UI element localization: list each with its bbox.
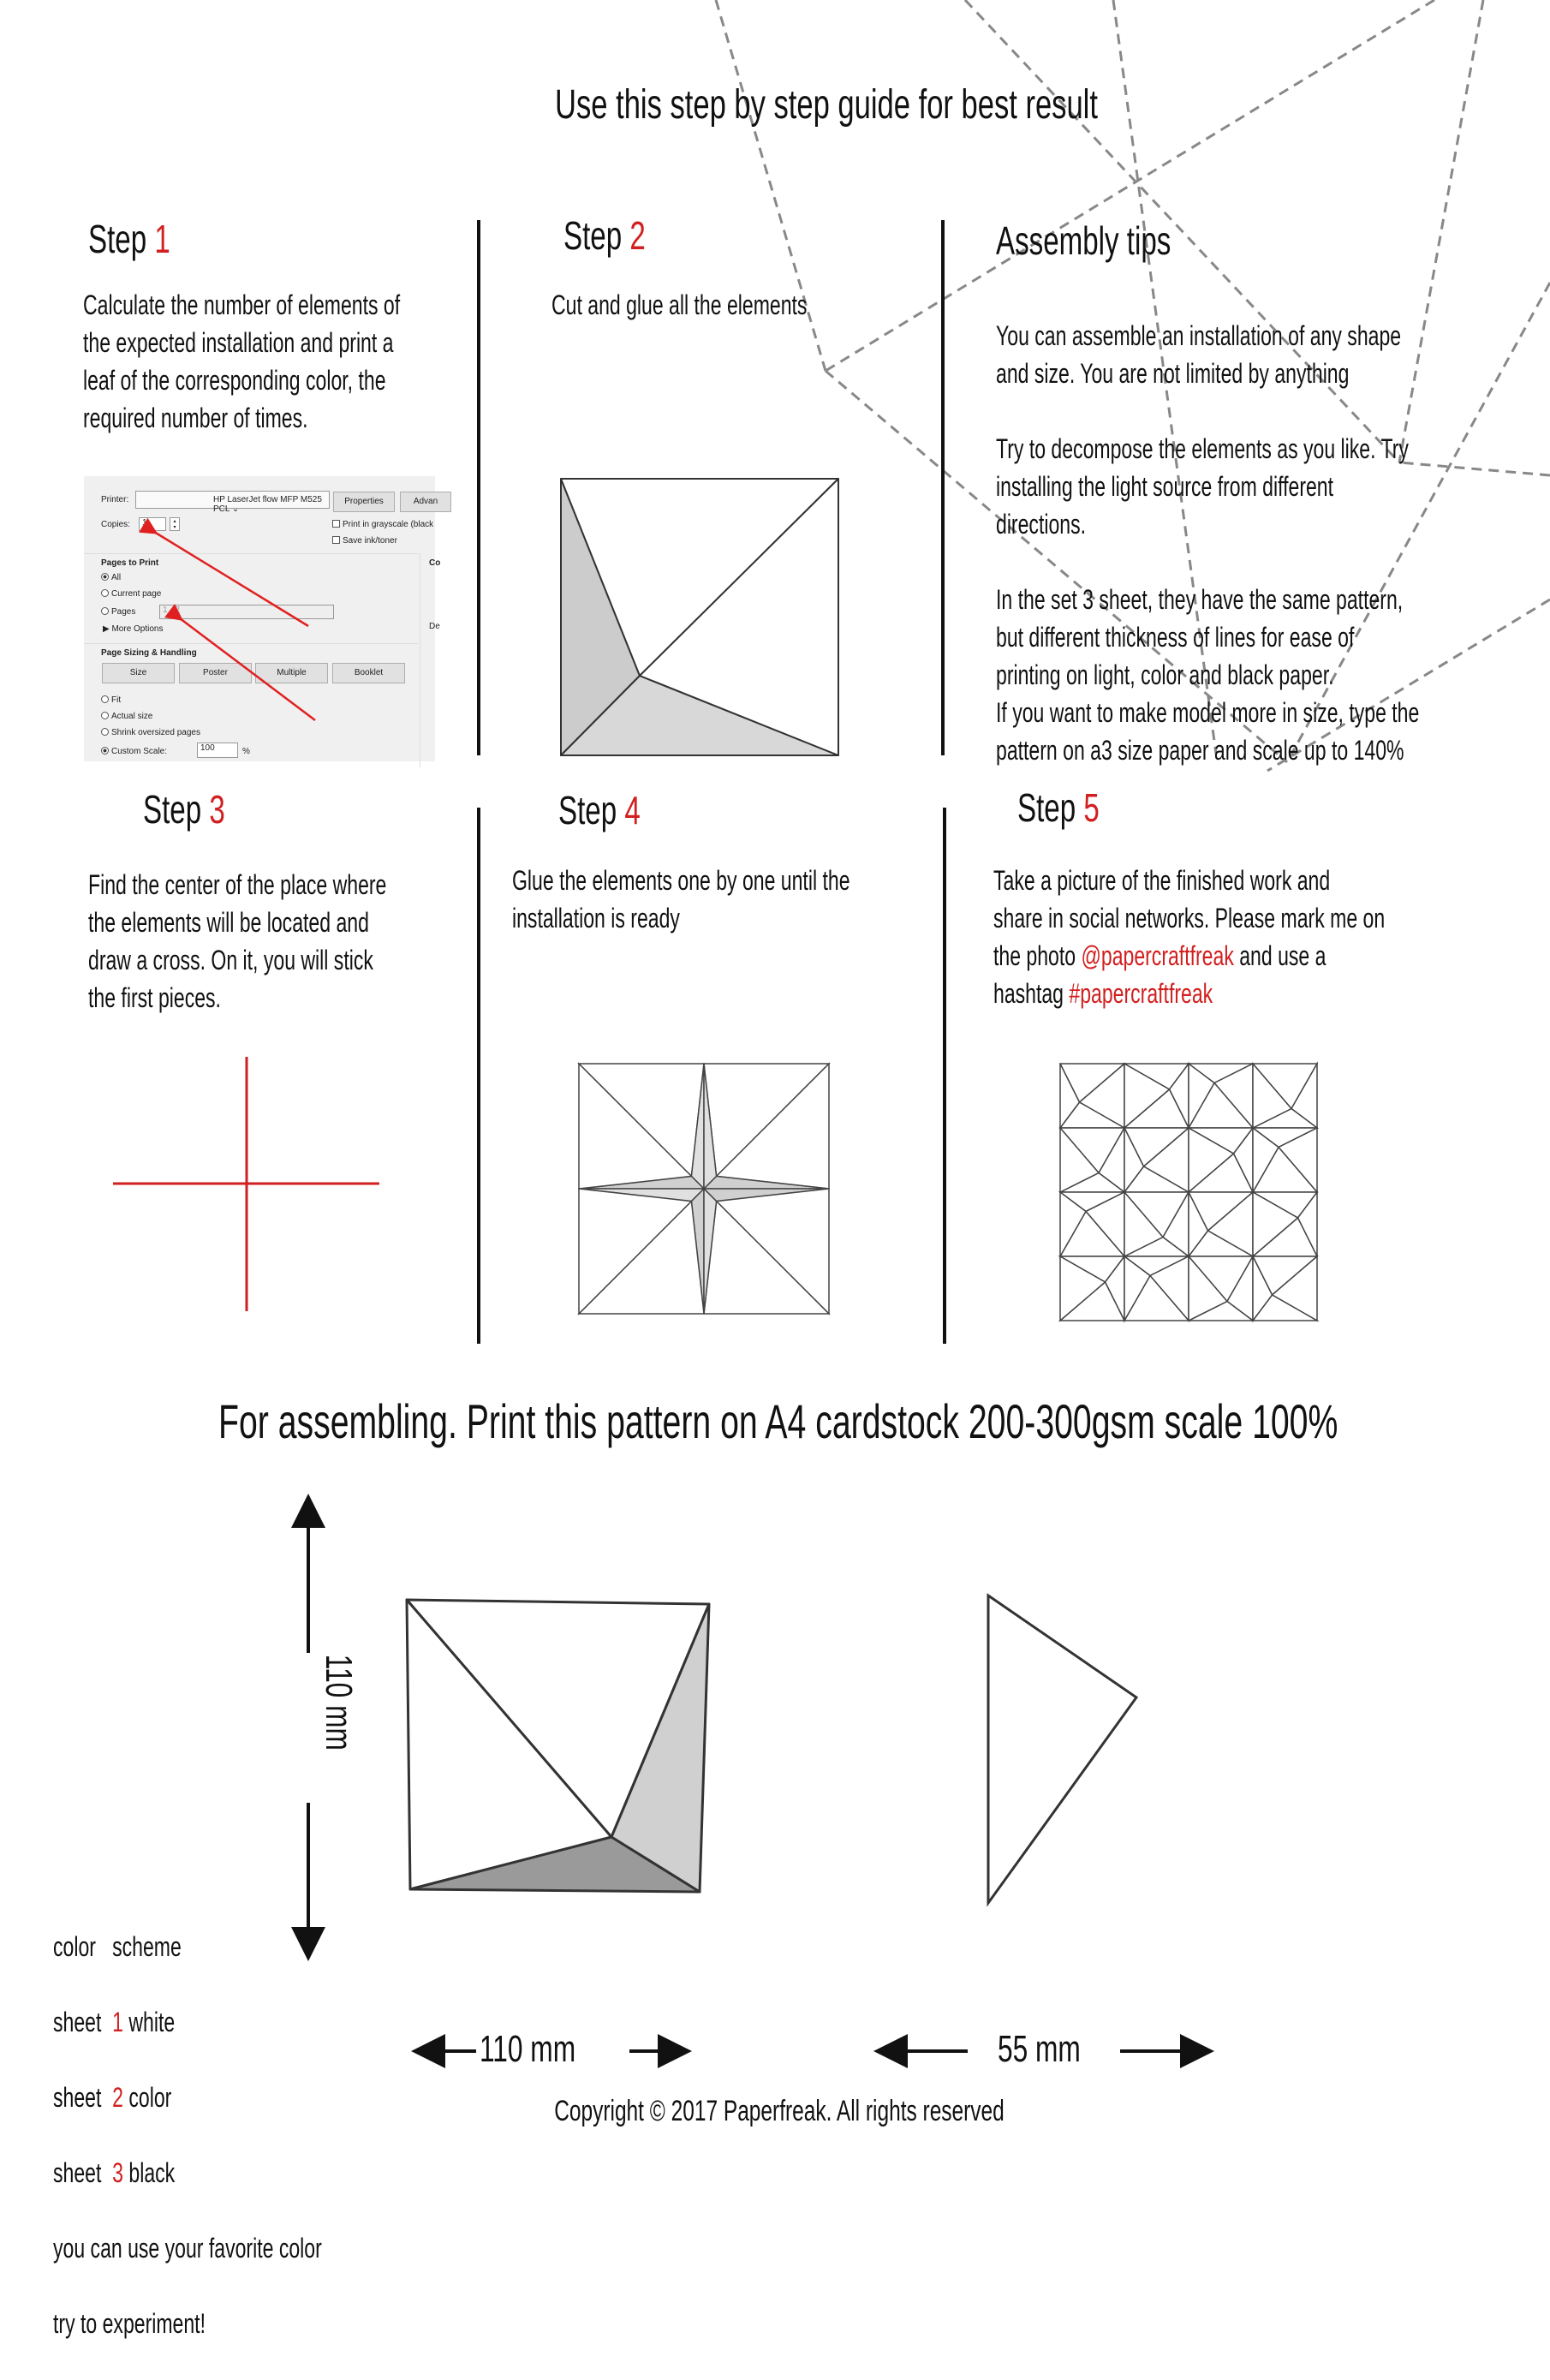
printer-select: HP LaserJet flow MFP M525 PCL ⌄ [135, 491, 330, 509]
advanced-button: Advan [400, 492, 451, 512]
divider [477, 220, 480, 755]
assembly-heading: For assembling. Print this pattern on A4 cardstock 200-300gsm scale 100% [218, 1394, 1338, 1448]
step-3-heading: Step 3 [143, 787, 225, 832]
height-label: 110 mm [318, 1654, 360, 1751]
step-5-text: Take a picture of the finished work and share in social networks. Please mark me on the photo @papercraftfreak and use a hashtag #papercraftfreak [993, 865, 1386, 1009]
assembly-tips-heading: Assembly tips [996, 218, 1171, 263]
triangle-width-label: 55 mm [998, 2028, 1081, 2070]
divider [943, 808, 946, 1344]
step-4-heading: Step 4 [558, 788, 641, 832]
instagram-handle-link[interactable]: @papercraftfreak [1081, 940, 1234, 971]
step-4-text: Glue the elements one by one until the installation is ready [512, 865, 850, 934]
divider [477, 808, 480, 1344]
step-3-text: Find the center of the place where the elements will be located and draw a cross. On it, you will stick the first pieces. [88, 869, 387, 1013]
color-scheme: color scheme sheet 1 white sheet 2 color sheet 3 black you can use your favorite color try to experiment! [53, 1931, 322, 2339]
width-label: 110 mm [480, 2028, 576, 2070]
print-dialog-screenshot: Printer: HP LaserJet flow MFP M525 PCL ⌄ Properties Advan Copies: 1 ▴ ▾ Print in grayscale (black Save ink/toner Pages to Print All Current page Pages 1 - 2 ▶ More Options Page Sizing & Handling Size Poster Multiple Booklet Fit Actual size Shrink oversized pages Custom Scale: 100 % Co De [84, 476, 435, 761]
step-2-heading: Step 2 [563, 213, 646, 258]
red-arrows [84, 476, 435, 761]
page-title: Use this step by step guide for best result [555, 82, 1098, 128]
copies-input: 1 [139, 517, 166, 531]
step-1-text: Calculate the number of elements of the expected installation and print a leaf of the corresponding color, the required number of times. [83, 289, 401, 433]
step-1-heading: Step 1 [88, 217, 170, 261]
step-5-heading: Step 5 [1017, 785, 1100, 830]
divider [941, 220, 945, 755]
copyright: Copyright © 2017 Paperfreak. All rights reserved [554, 2095, 1005, 2127]
properties-button: Properties [333, 492, 395, 512]
assembly-tips-text: You can assemble an installation of any shape and size. You are not limited by anything Try to decompose the elements as you like. Try installing the light source from different directions. In the set 3 sheet, they have the same pattern, but different thickness of lines for ease of printing on light, color and black paper. If you want to make model more in size, type the pattern on a3 size paper and scale up to 140% [996, 320, 1420, 766]
hashtag-link[interactable]: #papercraftfreak [1069, 978, 1213, 1009]
step-2-text: Cut and glue all the elements [551, 289, 808, 320]
